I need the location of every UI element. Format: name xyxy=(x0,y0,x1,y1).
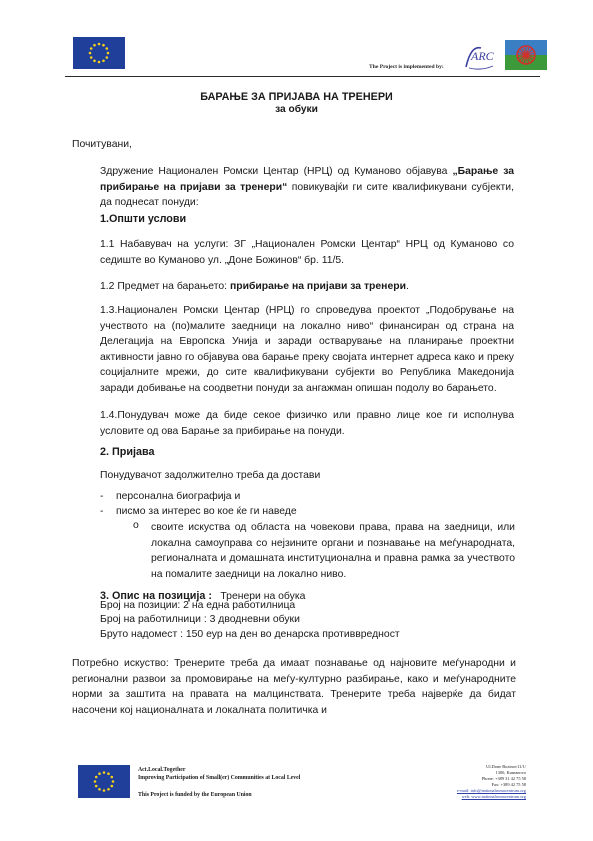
address-email[interactable]: e-mail: info@nationalromacentrum.org xyxy=(456,788,526,793)
positions-line: Број на позиции: 2 на една работилница xyxy=(100,600,296,611)
bullet-marker-2: - xyxy=(100,506,104,517)
p1-2-bold: прибирање на пријави за тренери xyxy=(229,281,406,292)
experience-paragraph: Потребно искуство: Тренерите треба да имаат познавање од најновите меѓународни и регионални развои за промовирање на меѓу-културно разбирање, како и меѓународните норми за заштита на правата на малцинствата. Тренерите треба најверќе да бидат насочени кој националната и локалната политичка и xyxy=(72,658,516,716)
section-2-intro: Понудувачот задолжително треба да достави xyxy=(100,470,321,481)
address-street: Ul.Done Bozinov11/1/ xyxy=(486,764,526,769)
paragraph-1-3: 1.3.Национален Ромски Центар (НРЦ) го спроведува проектот „Подобрување на учеството на (по)малите заедници на локално ниво“ финансиран од страна на Делегација на Европска Унија и заради остварување на планирање проектни активности јавно го објавува ова барање преку својата интернет адреса како и преку социјалните мрежи, до сите квалификувани субјекти во Република Македонија заради добивање на соодветни понуди за ангажман опишан подолу во барањето. xyxy=(100,305,514,394)
sub-bullet-marker: o xyxy=(133,520,139,531)
intro-text-2: повикувајќи ги сите квалификувани субјекти, да поднесат понуди: xyxy=(100,181,514,209)
arc-logo xyxy=(463,42,497,72)
arc-logo-text: ARC xyxy=(471,49,494,63)
bullet-marker-1: - xyxy=(100,491,104,502)
section-3-heading: 3. Опис на позиција : xyxy=(100,590,212,602)
sub-bullet-text: своите искуства од областа на човекови права, права на заедници, или локална самоуправа со нејзините органи и познавање на меѓународната, регионалната и домашната институционална и правна рамка за учеството на помалите заедници на локално ниво. xyxy=(151,522,515,580)
paragraph-1-1: 1.1 Набавувач на услуги: ЗГ „Национален Ромски Центар“ НРЦ од Куманово со седиште во Куманово ул. „Доне Божинов“ бр. 11/5. xyxy=(100,239,514,266)
intro-paragraph xyxy=(100,164,514,211)
p1-2-text: 1.2 Предмет на барањето: xyxy=(100,281,230,292)
address-phone: Phone: +389 31 42 75 58 xyxy=(481,776,526,781)
paragraph-1-2 xyxy=(100,279,514,295)
address-web[interactable]: web: www.nationalromacentrum.org xyxy=(461,794,526,799)
workshops-line: Број на работилници : 3 дводневни обуки xyxy=(100,614,300,625)
header-divider xyxy=(65,76,540,77)
p1-2-end: . xyxy=(405,281,409,292)
footer-address xyxy=(366,764,526,800)
intro-text-1: Здружение Национален Ромски Центар (НРЦ) од Куманово објавува xyxy=(100,166,453,177)
document-subtitle: за обуки xyxy=(275,104,318,115)
bullet-item-2: писмо за интерес во кое ќе ги наведе xyxy=(116,506,297,517)
greeting: Почитувани, xyxy=(72,139,132,150)
eu-flag-icon xyxy=(73,37,125,69)
section-1-heading: 1.Општи услови xyxy=(100,213,187,225)
bullet-item-1: персонална биографија и xyxy=(116,491,241,502)
footer-funding: This Project is funded by the European Union xyxy=(138,792,252,798)
footer-project-name: Act.Local.Together xyxy=(138,767,186,773)
footer-project-subtitle: Improving Participation of Small(er) Communities at Local Level xyxy=(138,775,301,781)
roma-flag-icon xyxy=(505,40,547,70)
footer-eu-flag-icon xyxy=(78,765,130,798)
implemented-by-label: The Project is implemented by: xyxy=(369,64,444,70)
fee-line: Бруто надомест : 150 еур на ден во денарска противвредност xyxy=(100,629,400,640)
section-2-heading: 2. Пријава xyxy=(100,446,155,458)
intro-bold: „Барање за прибирање на пријави за тренери“ xyxy=(100,166,514,193)
section-3-value: Тренери на обука xyxy=(220,591,306,602)
address-fax: Fax: +389 42 75 58 xyxy=(491,782,526,787)
address-city: 1300, Kumanovo xyxy=(495,770,526,775)
document-title: БАРАЊЕ ЗА ПРИЈАВА НА ТРЕНЕРИ xyxy=(200,91,393,103)
eu-stars xyxy=(73,37,125,69)
paragraph-1-4: 1.4.Понудувач може да биде секое физичко или правно лице кое ги исполнува условите од ова Барање за прибирање на понуди. xyxy=(100,410,514,437)
